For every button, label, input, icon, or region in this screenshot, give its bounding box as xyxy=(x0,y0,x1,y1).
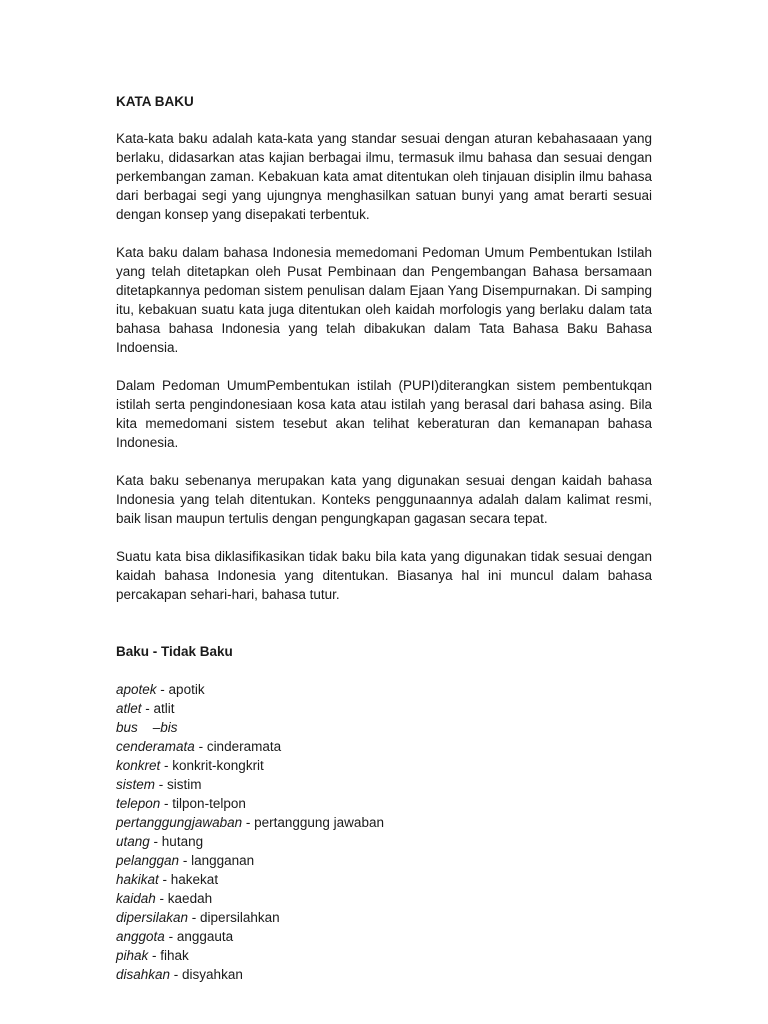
tidak-baku-word: disyahkan xyxy=(182,967,243,982)
pair-separator: - xyxy=(164,929,177,944)
baku-word: pelanggan xyxy=(116,853,180,868)
tidak-baku-word: fihak xyxy=(160,948,189,963)
word-pair-row xyxy=(116,813,652,832)
document-page xyxy=(116,92,652,984)
paragraph-pedoman: Kata baku dalam bahasa Indonesia memedomani Pedoman Umum Pembentukan Istilah yang telah ditetapkan oleh Pusat Pembinaan dan Pengembangan Bahasa bersamaan ditetapkannya pedoman sistem penulisan dalam Ejaan Yang Disempurnakan. Di samping itu, kebakuan suatu kata juga ditentukan oleh kaidah morfologis yang berlaku dalam tata bahasa bahasa Indonesia yang telah dibakukan dalam Tata Bahasa Baku Bahasa Indoensia. xyxy=(116,245,652,355)
tidak-baku-word: kaedah xyxy=(167,891,213,906)
tidak-baku-word: atlit xyxy=(153,701,175,716)
word-pair-row xyxy=(116,775,652,794)
list-heading: Baku - Tidak Baku xyxy=(116,644,233,659)
tidak-baku-word: apotik xyxy=(168,682,205,697)
document-title: KATA BAKU xyxy=(116,94,194,109)
pair-separator: - xyxy=(188,910,201,925)
tidak-baku-word: cinderamata xyxy=(206,739,282,754)
word-pair-row xyxy=(116,756,652,775)
word-pair-row xyxy=(116,870,652,889)
pair-separator: - xyxy=(170,967,183,982)
paragraph-konteks: Kata baku sebenanya merupakan kata yang digunakan sesuai dengan kaidah bahasa Indonesia yang telah ditentukan. Konteks penggunaannya adalah dalam kalimat resmi, baik lisan maupun tertulis dengan pengungkapan gagasan secara tepat. xyxy=(116,473,652,526)
baku-word: pihak xyxy=(116,948,149,963)
pair-separator: - xyxy=(155,777,168,792)
tidak-baku-word: konkrit-kongkrit xyxy=(172,758,264,773)
word-pair-row xyxy=(116,794,652,813)
pair-separator: - xyxy=(155,891,168,906)
pair-separator: – xyxy=(137,720,161,735)
pair-separator: - xyxy=(149,834,162,849)
word-pair-row xyxy=(116,851,652,870)
pair-separator: - xyxy=(179,853,192,868)
paragraph-pupi: Dalam Pedoman UmumPembentukan istilah (PUPI)diterangkan sistem pembentukqan istilah serta pengindonesiaan kosa kata atau istilah yang berasal dari bahasa asing. Bila kita memedomani sistem tesebut akan telihat keberaturan dan kemanapan bahasa Indonesia. xyxy=(116,378,652,450)
tidak-baku-word: tilpon-telpon xyxy=(172,796,246,811)
baku-word: atlet xyxy=(116,701,142,716)
baku-word: konkret xyxy=(116,758,161,773)
pair-separator: - xyxy=(158,872,171,887)
baku-word: apotek xyxy=(116,682,157,697)
pair-separator: - xyxy=(156,682,169,697)
word-pair-row xyxy=(116,889,652,908)
baku-word: pertanggungjawaban xyxy=(116,815,243,830)
pair-separator: - xyxy=(160,796,173,811)
pair-separator: - xyxy=(141,701,154,716)
baku-word: kaidah xyxy=(116,891,156,906)
word-pair-row xyxy=(116,737,652,756)
tidak-baku-word: hutang xyxy=(161,834,204,849)
paragraph-definition: Kata-kata baku adalah kata-kata yang standar sesuai dengan aturan kebahasaaan yang berlaku, didasarkan atas kajian berbagai ilmu, termasuk ilmu bahasa dan sesuai dengan perkembangan zaman. Kebakuan kata amat ditentukan oleh tinjauan disiplin ilmu bahasa dari berbagai segi yang ujungnya menghasilkan satuan bunyi yang amat berarti sesuai dengan konsep yang disepakati terbentuk. xyxy=(116,131,652,222)
baku-word: hakikat xyxy=(116,872,159,887)
word-pair-row xyxy=(116,965,652,984)
baku-word: telepon xyxy=(116,796,161,811)
tidak-baku-word: hakekat xyxy=(170,872,219,887)
pair-separator: - xyxy=(160,758,173,773)
paragraph-tidak-baku: Suatu kata bisa diklasifikasikan tidak baku bila kata yang digunakan tidak sesuai dengan kaidah bahasa Indonesia yang ditentukan. Biasanya hal ini muncul dalam bahasa percakapan sehari-hari, bahasa tutur. xyxy=(116,549,652,602)
tidak-baku-word: sistim xyxy=(167,777,202,792)
baku-word: disahkan xyxy=(116,967,171,982)
tidak-baku-word: langganan xyxy=(191,853,255,868)
word-pair-row xyxy=(116,908,652,927)
pair-separator: - xyxy=(242,815,255,830)
word-pair-row xyxy=(116,718,652,737)
word-pair-list xyxy=(116,680,652,984)
baku-word: cenderamata xyxy=(116,739,195,754)
pair-separator: - xyxy=(148,948,161,963)
baku-word: bus xyxy=(116,720,138,735)
word-pair-row xyxy=(116,927,652,946)
baku-word: sistem xyxy=(116,777,156,792)
word-pair-row xyxy=(116,699,652,718)
tidak-baku-word: pertanggung jawaban xyxy=(254,815,384,830)
baku-word: anggota xyxy=(116,929,165,944)
baku-word: utang xyxy=(116,834,150,849)
pair-separator: - xyxy=(194,739,207,754)
tidak-baku-word: bis xyxy=(160,720,178,735)
word-pair-row xyxy=(116,832,652,851)
tidak-baku-word: anggauta xyxy=(176,929,234,944)
word-pair-row xyxy=(116,680,652,699)
word-pair-row xyxy=(116,946,652,965)
baku-word: dipersilakan xyxy=(116,910,189,925)
tidak-baku-word: dipersilahkan xyxy=(200,910,280,925)
